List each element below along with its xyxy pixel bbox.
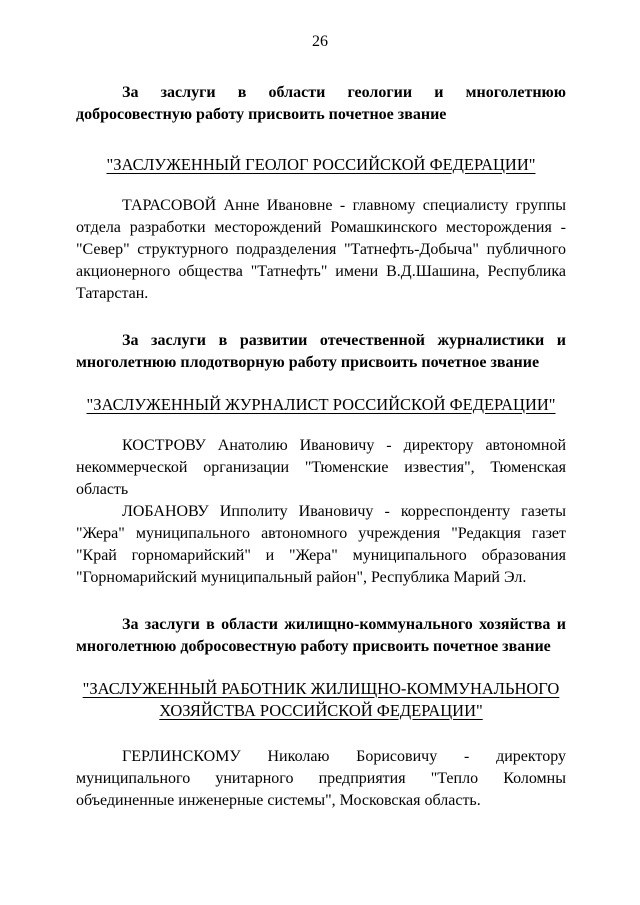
award-title	[76, 678, 566, 722]
award-title-line: ХОЗЯЙСТВА РОССИЙСКОЙ ФЕДЕРАЦИИ"	[159, 701, 483, 720]
award-title-line: "ЗАСЛУЖЕННЫЙ РАБОТНИК ЖИЛИЩНО-КОММУНАЛЬНОГО	[82, 679, 560, 698]
recipient-entry: ГЕРЛИНСКОМУ Николаю Борисовичу - директору муниципального унитарного предприятия "Тепло Коломны объединенные инженерные системы", Московская область.	[76, 748, 566, 809]
award-title	[76, 154, 566, 176]
award-title-line: "ЗАСЛУЖЕННЫЙ ГЕОЛОГ РОССИЙСКОЙ ФЕДЕРАЦИИ"	[106, 155, 536, 174]
recipient-entry: КОСТРОВУ Анатолию Ивановичу - директору автономной некоммерческой организации "Тюменские известия", Тюменская область	[76, 437, 566, 498]
award-section-journalist	[76, 330, 566, 589]
section-intro: За заслуги в развитии отечественной журналистики и многолетнюю плодотворную работу присвоить почетное звание	[76, 332, 566, 371]
award-section-geologist	[76, 82, 566, 305]
award-section-housing-utilities	[76, 614, 566, 812]
recipient-entry: ЛОБАНОВУ Ипполиту Ивановичу - корреспонденту газеты "Жера" муниципального автономного учреждения "Редакция газет "Край горномарийский" и "Жера" муниципального образования "Горномарийский муниципальный район", Республика Марий Эл.	[76, 503, 566, 586]
document-body	[76, 82, 566, 812]
section-intro: За заслуги в области жилищно-коммунального хозяйства и многолетнюю добросовестную работу присвоить почетное звание	[76, 616, 566, 655]
award-title-line: "ЗАСЛУЖЕННЫЙ ЖУРНАЛИСТ РОССИЙСКОЙ ФЕДЕРАЦИИ"	[86, 395, 556, 414]
award-title	[76, 394, 566, 416]
recipient-entry: ТАРАСОВОЙ Анне Ивановне - главному специалисту группы отдела разработки месторождений Ромашкинского месторождения - "Север" структурного подразделения "Татнефть-Добыча" публичного акционерного общества "Татнефть" имени В.Д.Шашина, Республика Татарстан.	[76, 197, 566, 302]
page-number: 26	[312, 33, 328, 50]
section-intro: За заслуги в области геологии и многолетнюю добросовестную работу присвоить почетное звание	[76, 84, 566, 123]
